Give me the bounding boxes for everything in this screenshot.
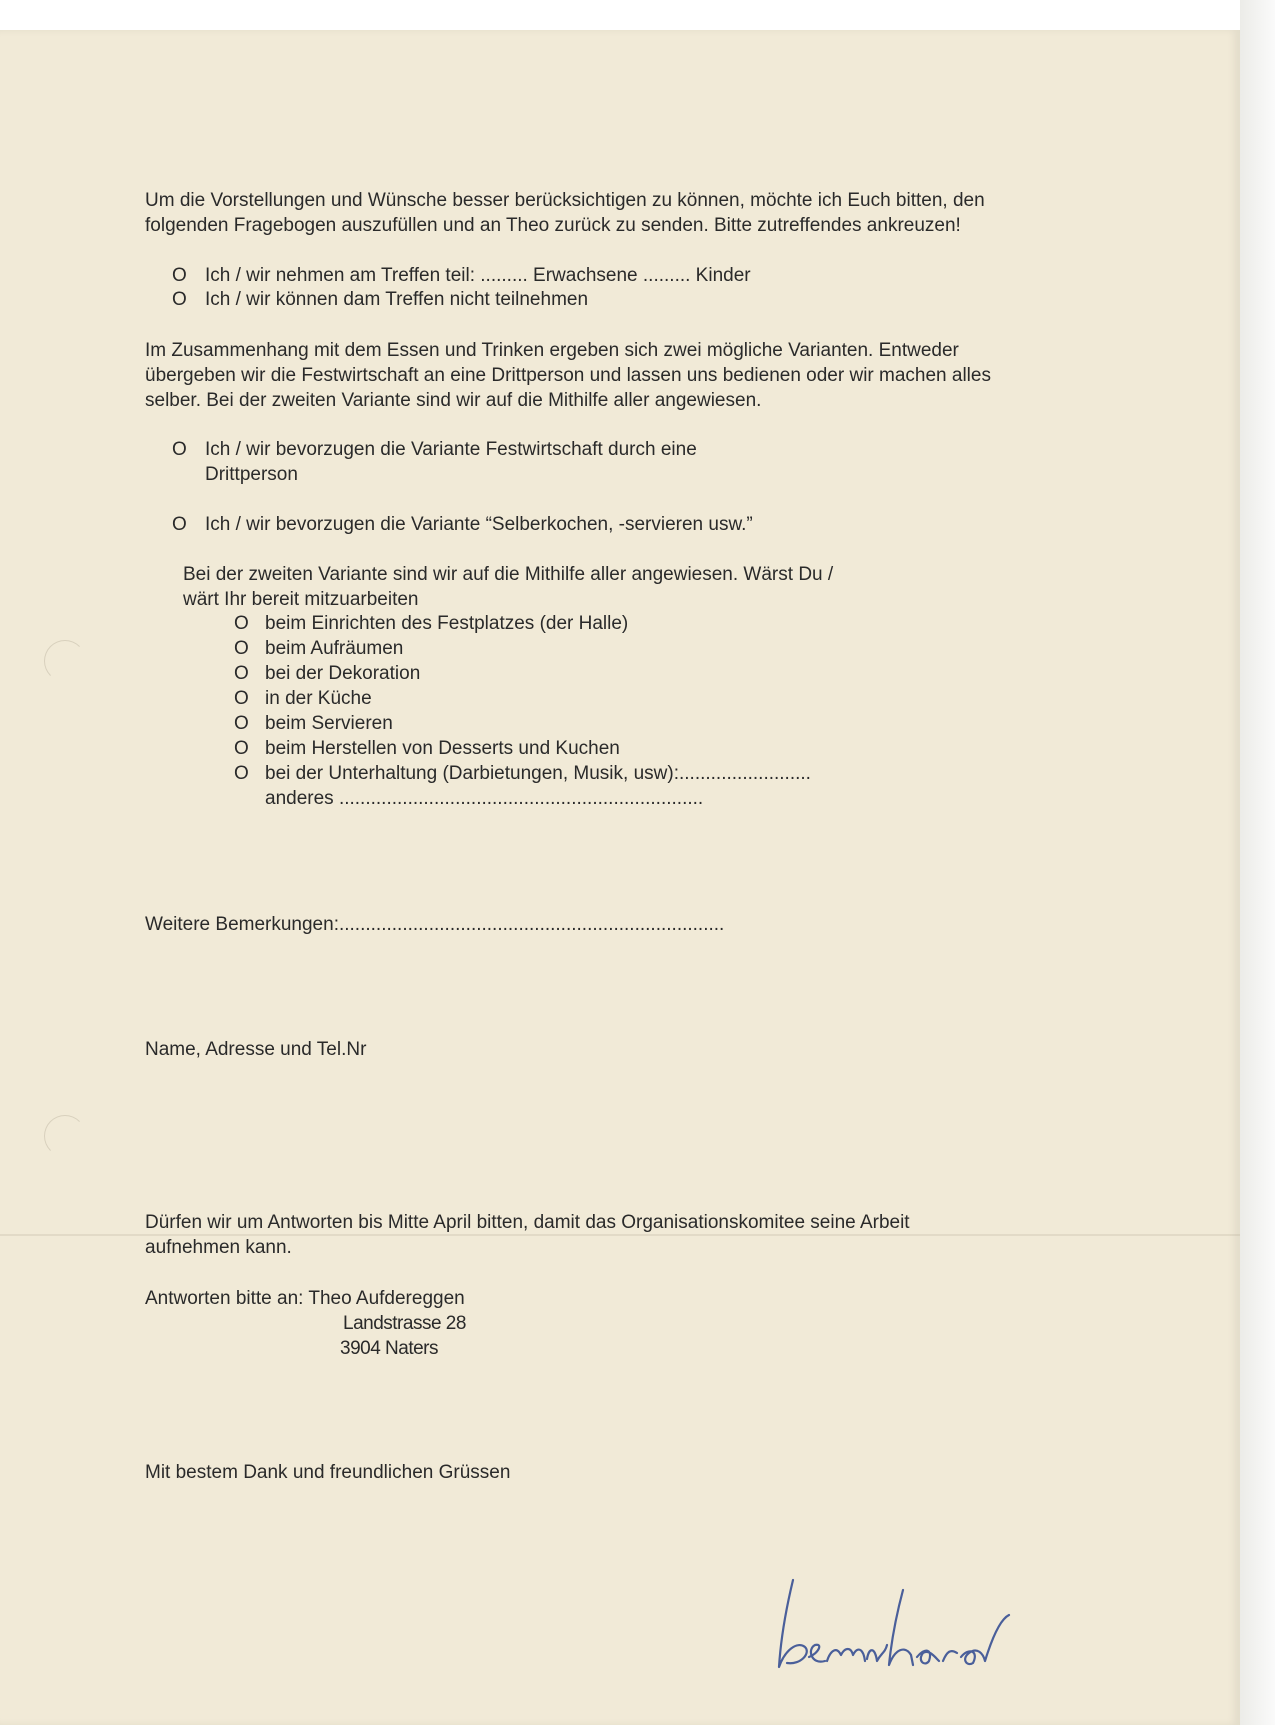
handwritten-signature <box>765 1575 1035 1680</box>
variant-selberkochen-label: Ich / wir bevorzugen die Variante “Selberkochen, -servieren usw.” <box>205 514 753 535</box>
help-option-label: in der Küche <box>265 688 372 709</box>
checkbox-help-dekoration[interactable]: O <box>234 663 249 684</box>
intro-paragraph <box>145 188 985 238</box>
help-line: Bei der zweiten Variante sind wir auf die Mithilfe aller angewiesen. Wärst Du / <box>183 564 834 585</box>
help-option-label: beim Einrichten des Festplatzes (der Halle) <box>265 613 629 634</box>
checkbox-attend[interactable]: O <box>172 265 187 286</box>
attend-yes-label: Ich / wir nehmen am Treffen teil: ......... Erwachsene ......... Kinder <box>205 265 751 286</box>
punch-hole-mark <box>44 640 86 682</box>
name-address-label: Name, Adresse und Tel.Nr <box>145 1039 367 1060</box>
checkbox-help-kueche[interactable]: O <box>234 688 249 709</box>
punch-hole-mark <box>44 1115 86 1157</box>
intro-line: folgenden Fragebogen auszufüllen und an Theo zurück zu senden. Bitte zutreffendes ankreuzen! <box>145 215 961 236</box>
deadline-line: aufnehmen kann. <box>145 1237 292 1258</box>
intro-line: Um die Vorstellungen und Wünsche besser berücksichtigen zu können, möchte ich Euch bitten, den <box>145 190 985 211</box>
scanner-edge <box>1240 0 1275 1725</box>
checkbox-help-desserts[interactable]: O <box>234 738 249 759</box>
food-line: übergeben wir die Festwirtschaft an eine Drittperson und lassen uns bedienen oder wir machen alles <box>145 365 991 386</box>
checkbox-variant-festwirtschaft[interactable]: O <box>172 439 187 460</box>
variant-festwirtschaft-label-cont: Drittperson <box>205 464 298 485</box>
attend-no-label: Ich / wir können dam Treffen nicht teilnehmen <box>205 289 589 310</box>
help-option-label: beim Herstellen von Desserts und Kuchen <box>265 738 620 759</box>
help-line: wärt Ihr bereit mitzuarbeiten <box>183 589 419 610</box>
food-line: Im Zusammenhang mit dem Essen und Trinken ergeben sich zwei mögliche Varianten. Entweder <box>145 340 959 361</box>
checkbox-not-attend[interactable]: O <box>172 289 187 310</box>
closing-text: Mit bestem Dank und freundlichen Grüssen <box>145 1462 511 1483</box>
checkbox-help-servieren[interactable]: O <box>234 713 249 734</box>
checkbox-help-einrichten[interactable]: O <box>234 613 249 634</box>
deadline-line: Dürfen wir um Antworten bis Mitte April bitten, damit das Organisationskomitee seine Arbeit <box>145 1212 910 1233</box>
checkbox-variant-selberkochen[interactable]: O <box>172 514 187 535</box>
food-line: selber. Bei der zweiten Variante sind wir auf die Mithilfe aller angewiesen. <box>145 390 762 411</box>
help-option-label: bei der Unterhaltung (Darbietungen, Musik, usw):......................... <box>265 763 811 784</box>
checkbox-help-aufraeumen[interactable]: O <box>234 638 249 659</box>
reply-city: 3904 Naters <box>340 1338 439 1359</box>
reply-street: Landstrasse 28 <box>343 1313 466 1334</box>
help-other-field[interactable]: anderes ..................................................................... <box>265 788 704 809</box>
help-option-label: beim Aufräumen <box>265 638 404 659</box>
help-option-label: beim Servieren <box>265 713 393 734</box>
reply-label: Antworten bitte an: Theo Aufdereggen <box>145 1288 465 1309</box>
deadline-paragraph <box>145 1210 910 1260</box>
checkbox-help-unterhaltung[interactable]: O <box>234 763 249 784</box>
help-option-label: bei der Dekoration <box>265 663 421 684</box>
help-paragraph <box>183 562 833 612</box>
variant-festwirtschaft-label: Ich / wir bevorzugen die Variante Festwirtschaft durch eine <box>205 439 697 460</box>
food-paragraph <box>145 338 991 413</box>
remarks-field[interactable]: Weitere Bemerkungen:......................................................................... <box>145 914 725 935</box>
